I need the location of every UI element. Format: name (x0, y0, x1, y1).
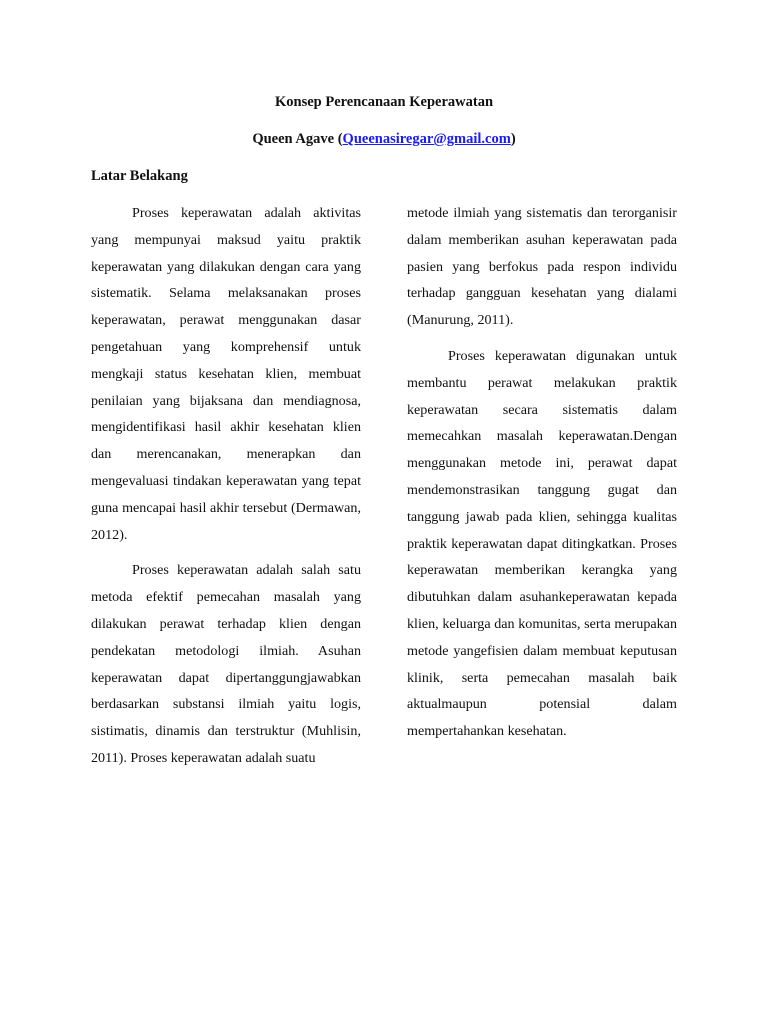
left-column (91, 200, 361, 781)
paragraph-3: Proses keperawatan digunakan untuk membantu perawat melakukan praktik keperawatan secara sistematis dalam memecahkan masalah keperawatan.Dengan menggunakan metode ini, perawat dapat mendemonstrasikan tanggung gugat dan tanggung jawab pada klien, sehingga kualitas praktik keperawatan dapat ditingkatkan. Proses keperawatan memberikan kerangka yang dibutuhkan dalam asuhankeperawatan kepada klien, keluarga dan komunitas, serta merupakan metode yangefisien dalam membuat keputusan klinik, serta pemecahan masalah baik aktualmaupun potensial dalam mempertahankan kesehatan. (407, 347, 677, 740)
author-close-paren: ) (510, 131, 516, 147)
paragraph-2: Proses keperawatan adalah salah satu metoda efektif pemecahan masalah yang dilakukan perawat terhadap klien dengan pendekatan metodologi ilmiah. Asuhan keperawatan dapat dipertanggungjawabkan berdasarkan substansi ilmiah yaitu logis, sistimatis, dinamis dan terstruktur (Muhlisin, 2011). Proses keperawatan adalah suatu (91, 562, 361, 766)
right-column (407, 200, 677, 754)
author-name: Queen Agave ( (252, 131, 343, 147)
paragraph-2-continued: metode ilmiah yang sistematis dan terorganisir dalam memberikan asuhan keperawatan pada pasien yang berfokus pada respon individu terhadap gangguan kesehatan yang dialami (Manurung, 2011). (407, 205, 677, 329)
document-title: Konsep Perencanaan Keperawatan (274, 94, 494, 110)
author-line (0, 129, 768, 149)
section-heading: Latar Belakang (91, 168, 188, 184)
author-email-link[interactable]: Queenasiregar@gmail.com (342, 131, 511, 147)
paragraph-1: Proses keperawatan adalah aktivitas yang mempunyai maksud yaitu praktik keperawatan yang dilakukan dengan cara yang sistematik. Selama melaksanakan proses keperawatan, perawat menggunakan dasar pengetahuan yang komprehensif untuk mengkaji status kesehatan klien, membuat penilaian yang bijaksana dan mendiagnosa, mengidentifikasi hasil akhir kesehatan klien dan merencanakan, menerapkan dan mengevaluasi tindakan keperawatan yang tepat guna mencapai hasil akhir tersebut (Dermawan, 2012). (91, 205, 361, 543)
